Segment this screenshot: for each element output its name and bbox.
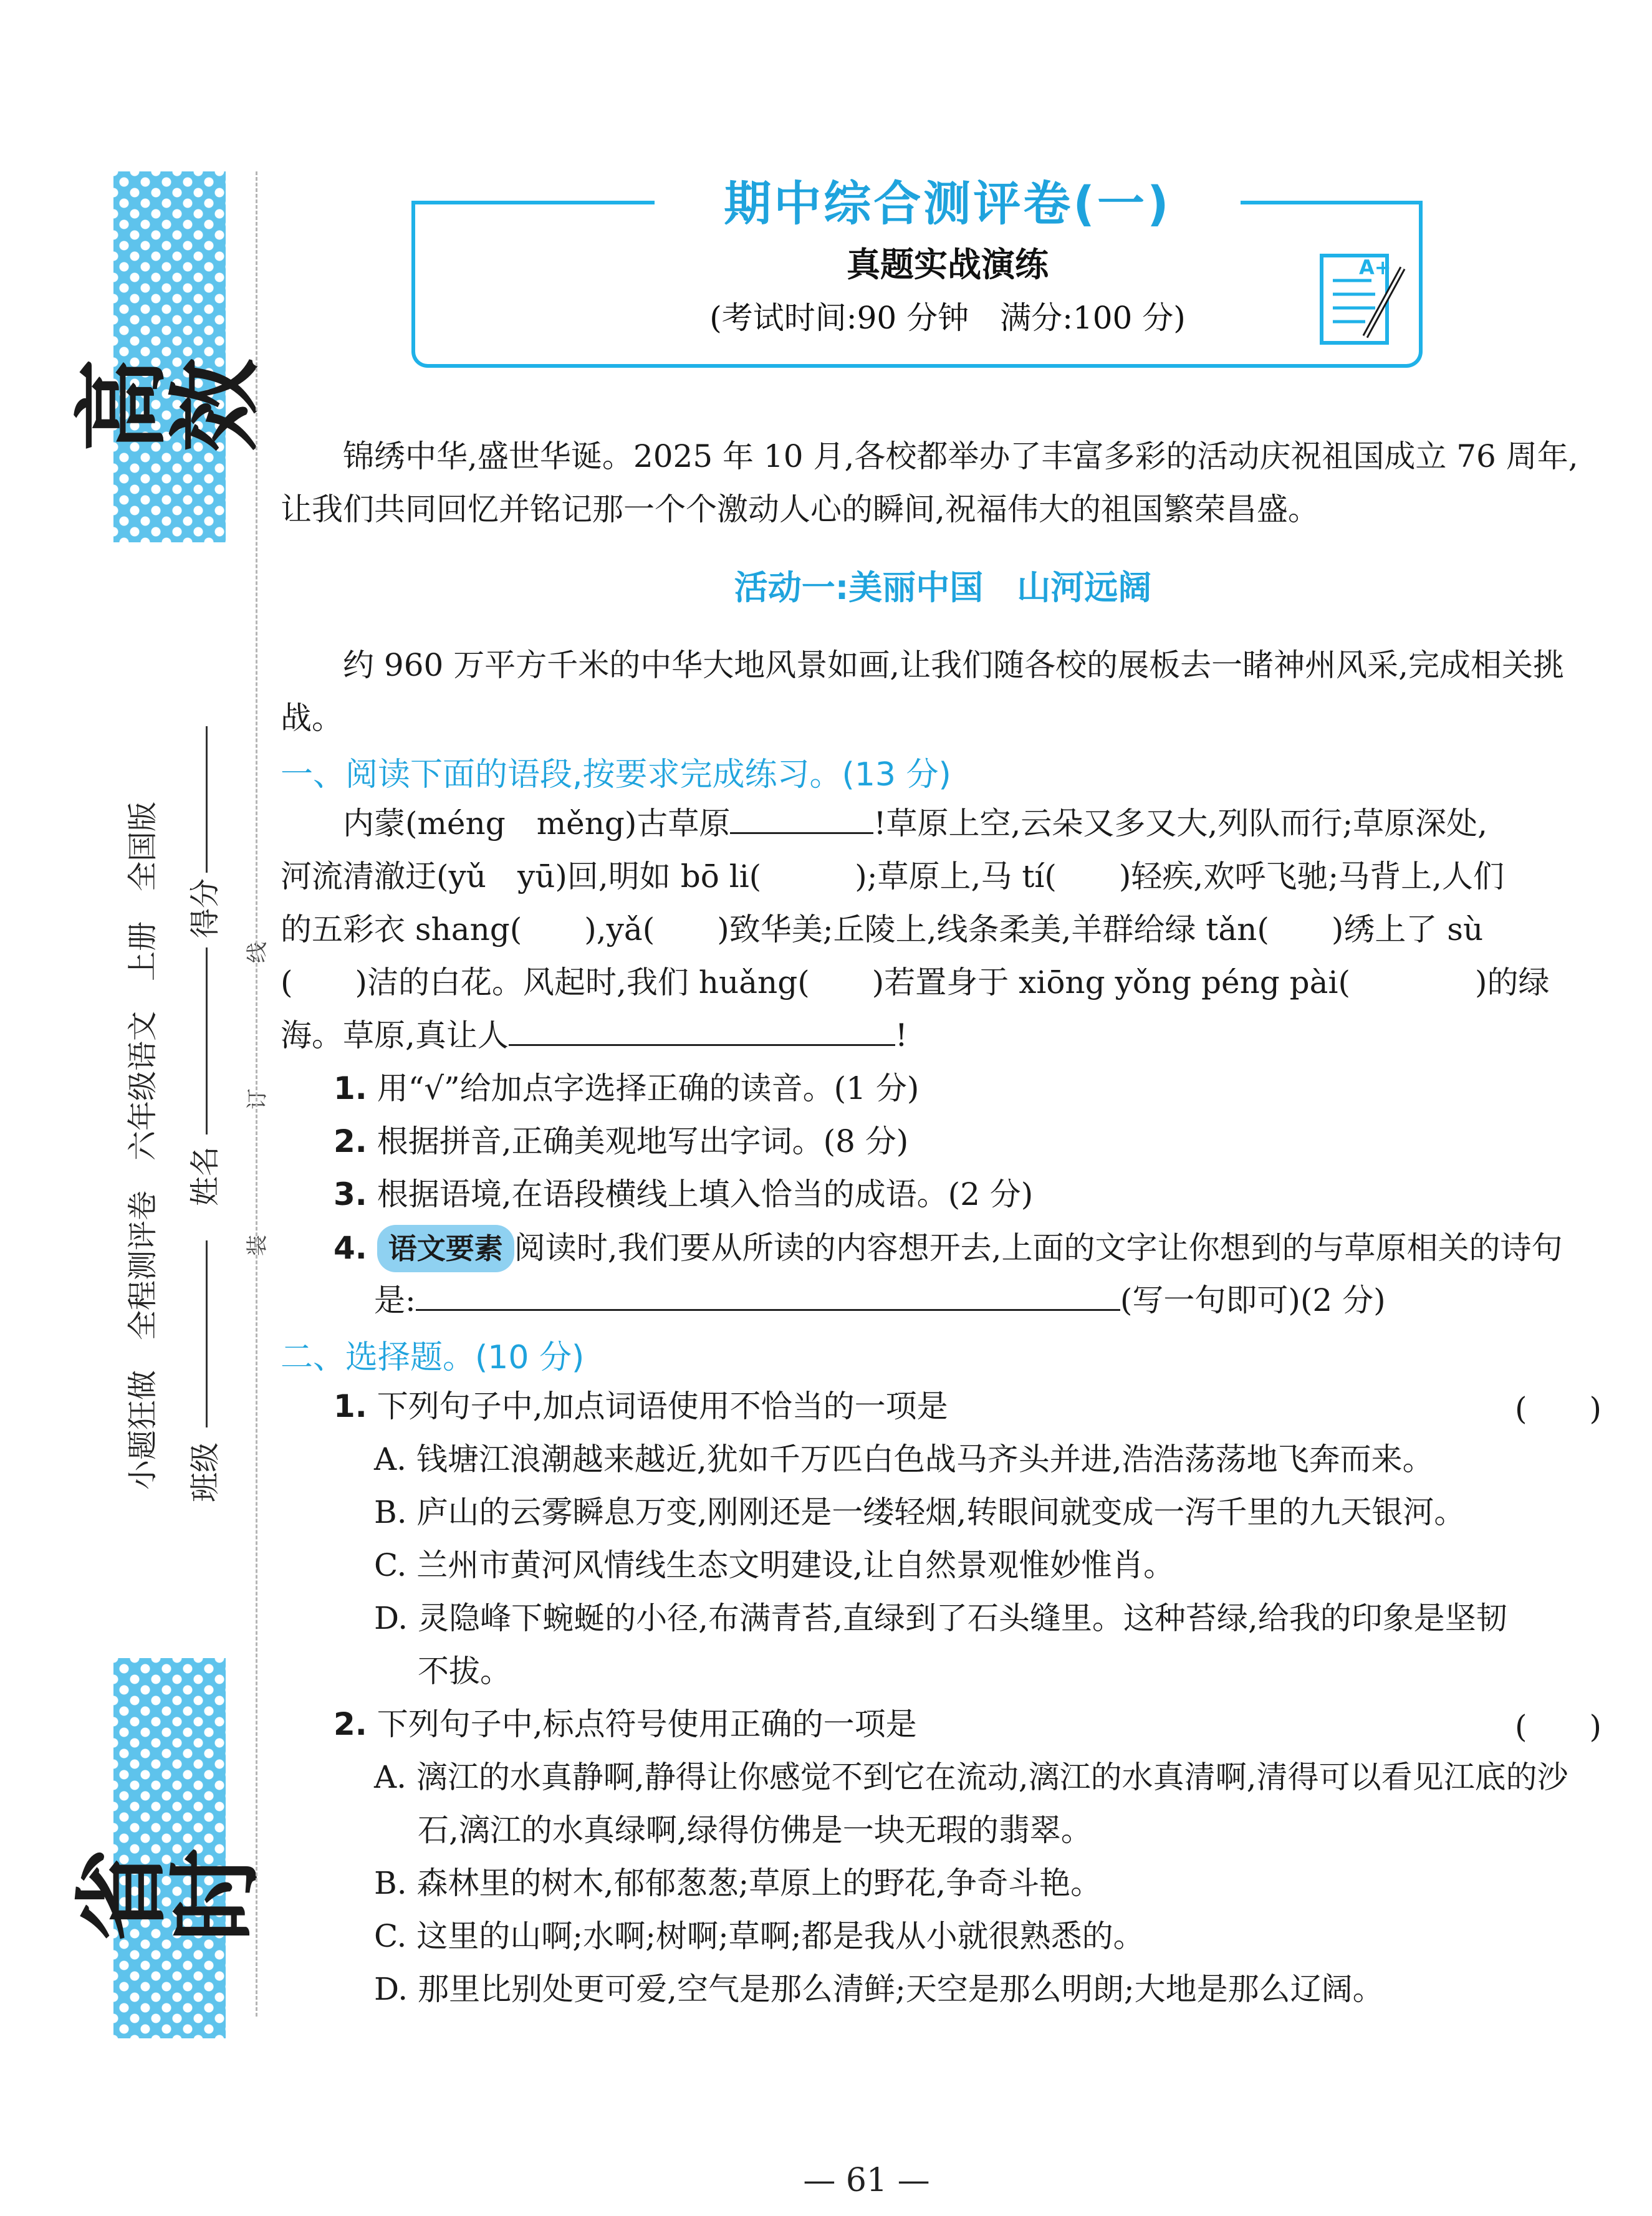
side-band-bottom [69, 1658, 271, 2038]
skill-tag: 语文要素 [377, 1225, 514, 1272]
section2-title: 二、选择题。(10 分) [281, 1339, 585, 1376]
svg-text:A+: A+ [1359, 256, 1391, 279]
passage-line-2: 河流清澈迂(yǔ yū)回,明如 bō li( );草原上,马 tí( )轻疾,欢呼飞驰;马背上,人们 [281, 858, 1505, 895]
page-number: — 61 — [803, 2162, 930, 2199]
exam-info: (考试时间:90 分钟 满分:100 分) [709, 300, 1186, 336]
poem-answer-blank[interactable] [416, 1278, 1120, 1311]
option-2-2-b: B. 森林里的树木,郁郁葱葱;草原上的野花,争奇斗艳。 [374, 1865, 1102, 1901]
intro-paragraph: 锦绣中华,盛世华诞。2025 年 10 月,各校都举办了丰富多彩的活动庆祝祖国成立 76 周年,让我们共同回忆并铭记那一个个激动人心的瞬间,祝福伟大的祖国繁荣昌盛。 [281, 438, 1578, 527]
cut-mark-2: 订 [245, 1088, 270, 1110]
name-field[interactable] [206, 947, 208, 1134]
option-2-2-c: C. 这里的山啊;水啊;树啊;草啊;都是我从小就很熟悉的。 [374, 1918, 1145, 1954]
cut-mark-3: 线 [245, 942, 270, 963]
option-2-2-d: D. 那里比别处更可爱,空气是那么清鲜;天空是那么明朗;大地是那么辽阔。 [374, 1971, 1384, 2007]
cut-line [256, 171, 257, 2017]
option-2-1-d-cont: 不拔。 [418, 1653, 511, 1689]
passage-line-5: 海。草原,真让人 ! [281, 1013, 1605, 1058]
idiom-blank-2[interactable] [509, 1013, 895, 1046]
side-band-top-text: 高效 [69, 358, 271, 453]
option-2-1-c: C. 兰州市黄河风情线生态文明建设,让自然景观惟妙惟肖。 [374, 1547, 1175, 1583]
option-2-1-b: B. 庐山的云雾瞬息万变,刚刚还是一缕轻烟,转眼间就变成一泻千里的九天银河。 [374, 1494, 1466, 1530]
answer-paren-2-1[interactable]: ( ) [1515, 1391, 1602, 1427]
question-1-1: 1. 用“√”给加点字选择正确的读音。(1 分) [334, 1070, 920, 1106]
side-band-bottom-text: 省时 [69, 1848, 271, 1942]
class-field[interactable] [206, 1240, 208, 1427]
passage-line-4: ( )洁的白花。风起时,我们 huǎng( )若置身于 xiōng yǒng péng pài( )的绿 [281, 964, 1550, 1000]
question-1-4-answer: 是: (写一句即可)(2 分) [374, 1278, 1386, 1323]
idiom-blank-1[interactable] [730, 801, 873, 834]
exam-paper-icon [1315, 243, 1409, 355]
page-subtitle: 真题实战演练 [847, 244, 1049, 284]
cut-mark-1: 装 [245, 1235, 270, 1256]
option-2-1-a: A. 钱塘江浪潮越来越近,犹如千万匹白色战马齐头并进,浩浩荡荡地飞奔而来。 [374, 1441, 1434, 1477]
score-label: 得分 [188, 878, 223, 938]
question-1-4: 4. 语文要素 阅读时,我们要从所读的内容想开去,上面的文字让你想到的与草原相关的诗句 [334, 1225, 1563, 1272]
answer-paren-2-2[interactable]: ( ) [1515, 1709, 1602, 1745]
name-label: 姓名 [188, 1146, 223, 1206]
question-1-2: 2. 根据拼音,正确美观地写出字词。(8 分) [334, 1123, 909, 1159]
question-1-3: 3. 根据语境,在语段横线上填入恰当的成语。(2 分) [334, 1176, 1034, 1212]
header-frame-top-left [411, 201, 655, 204]
passage-line-3: 的五彩衣 shang( ),yǎ( )致华美;丘陵上,线条柔美,羊群给绿 tǎn( )绣上了 sù [281, 911, 1484, 947]
header-frame-top-right [1241, 201, 1419, 204]
score-field[interactable] [206, 726, 208, 873]
question-2-1: 1. 下列句子中,加点词语使用不恰当的一项是 [334, 1388, 948, 1424]
side-band-top [69, 171, 271, 542]
option-2-2-a: A. 漓江的水真静啊,静得让你感觉不到它在流动,漓江的水真清啊,清得可以看见江底的沙 [374, 1759, 1568, 1795]
passage-line-1: 内蒙(méng měng)古草原 !草原上空,云朵又多又大,列队而行;草原深处, [343, 801, 1605, 846]
option-2-2-a-cont: 石,漓江的水真绿啊,绿得仿佛是一块无瑕的翡翠。 [418, 1812, 1092, 1848]
section1-title: 一、阅读下面的语段,按要求完成练习。(13 分) [281, 756, 951, 794]
class-label: 班级 [188, 1442, 223, 1502]
page-title: 期中综合测评卷(一) [724, 176, 1171, 231]
activity-intro: 约 960 万平方千米的中华大地风景如画,让我们随各校的展板去一睹神州风采,完成相关挑战。 [281, 647, 1565, 736]
question-2-2: 2. 下列句子中,标点符号使用正确的一项是 [334, 1706, 917, 1742]
option-2-1-d: D. 灵隐峰下蜿蜒的小径,布满青苔,直绿到了石头缝里。这种苔绿,给我的印象是坚韧 [374, 1600, 1507, 1636]
activity-title: 活动一:美丽中国 山河远阔 [734, 568, 1152, 607]
series-line: 小题狂做 全程测评卷 六年级语文 上册 全国版 [125, 801, 160, 1490]
